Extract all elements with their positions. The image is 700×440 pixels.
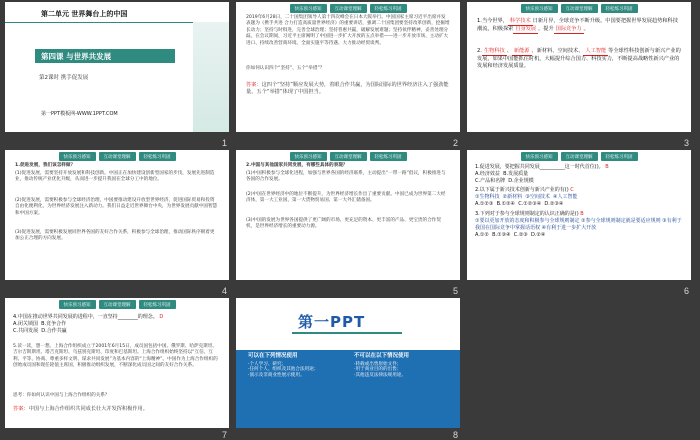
slide-number-6: 6	[684, 286, 690, 296]
slide-5-discussion[interactable]	[236, 150, 460, 280]
quiz-q1-answer: B	[605, 164, 609, 170]
tab-interact[interactable]: 互动课堂理解	[561, 152, 598, 161]
reading-question: 你如何认识四个“坚持”、五个“举措”？	[246, 66, 325, 71]
slide-1-title[interactable]	[5, 2, 229, 132]
quiz-q2: 2.以下属于新兴技术创新与新兴产业的有() C ①生物科技 ②新材料 ③空间技术 ④人工智能 A.①②③ B.①②④ C.①②③④ D.②③④	[475, 187, 578, 207]
decorative-stripe	[193, 22, 229, 132]
lesson-subtitle: 第2课时 携手促发展	[39, 75, 89, 81]
fill-question-1: 1.当今世界， 科学技术 日新月异，全球竞争不断升级。中国要把握世界发展趋势和科技潮流，积极探索 自身发展 ，提升 国际竞争力 。	[477, 18, 683, 34]
nav-tabs	[236, 152, 460, 161]
quiz-q5-answer: 答案：中国与上海合作组织共同成长壮大并发挥积极作用。	[13, 406, 148, 412]
discussion-point-3: (3)促进发展，需要积极发展同世界各国的友好合作关系，积极参与全球治理，推动国际秩序朝着更加公正合理的方向发展。	[15, 230, 215, 242]
brand-logo: 第一PPT	[298, 313, 366, 331]
tab-preview[interactable]: 快乐预习感知	[290, 152, 327, 161]
discussion-point-2: (2)促进发展，需要积极参与全球经济治理，中国要推动建设开放型世界经济，促进国际贸易和投资自由化便利化，为世界经济发展注入新动力。我们日益走近世界舞台中央，为世界发展贡献中国智慧和中国方案。	[15, 198, 218, 216]
nav-tabs	[467, 4, 691, 13]
tab-practice[interactable]: 轻松练习巩固	[601, 152, 638, 161]
slide-8-license[interactable]	[236, 298, 460, 428]
quiz-q3: 3.下列对于参与全球规则制定的认识正确的是() B ①要以更加开放的态度和积极参与全球规则制定 ②参与全球规则制定就是要适应规则 ③有利于我国在国际竞争中掌握话语权 ④有利于进一步扩大开放 A.①② B.①③④ C.②③ D.②④	[475, 211, 682, 238]
tab-practice[interactable]: 轻松练习巩固	[601, 4, 638, 13]
slide-2-reading[interactable]	[236, 2, 460, 132]
unit-title: 第二单元 世界舞台上的中国	[41, 10, 128, 18]
footer-credit: 第一PPT模板网-WWW.1PPT.COM	[41, 111, 118, 117]
tab-preview[interactable]: 快乐预习感知	[59, 300, 96, 309]
allowed-uses: 可以在下列情况使用 ·个人学习、研究； ·任何个人、组织及其他合法用途； ·演示及非商业性展示使用。	[248, 353, 319, 378]
quiz-q1: 1.促进发展，要把握共同发展__________这一时代首位()。 B A.经济效益 B.发展质量 C.产品和名牌 D.企业规模	[475, 164, 609, 184]
tab-interact[interactable]: 互动课堂理解	[99, 152, 136, 161]
lesson-title: 第四课 与世界共发展	[41, 52, 112, 61]
tab-preview[interactable]: 快乐预习感知	[521, 152, 558, 161]
discussion-point-1: (1)中国积极参与全球化进程，加强与世界各国的经济联系，主动提出“一带一路”倡议，积极推进与各国的合作发展。	[246, 171, 446, 183]
reading-passage: 2019年6月28日，二十国集团领导人第十四次峰会在日本大阪举行。中国国家主席习近平出席并发表题为《携手共进 合力打造高质量世界经济》的重要讲话，强调二十国集团要坚持改革创新，挖掘增长动力；坚持与时俱进，完善全球治理；坚持普惠共赢，破解发展难题；坚持伙伴精神，妥善处理分歧。在会议期间，习近平主席阐明了中国进一步扩大开放的五点举措——进一步开放市场、主动扩大进口、持续改善营商环境、全面实施平等待遇、大力推动经贸谈判。	[246, 15, 450, 46]
slide-number-5: 5	[453, 286, 459, 296]
quiz-q5-prompt: 思考：你如何认识中国与上海合作组织的关系？	[13, 393, 110, 398]
nav-tabs	[467, 152, 691, 161]
nav-tabs	[5, 152, 229, 161]
tab-preview[interactable]: 快乐预习感知	[521, 4, 558, 13]
discussion-point-3: (3)中国的发展为世界各国提供了更广阔的市场、更充足的资本、更丰富的产品、更宝贵的合作契机，是世界经济增长的重要动力源。	[246, 218, 441, 230]
slide-number-4: 4	[222, 286, 228, 296]
quiz-q3-answer: B	[580, 211, 584, 217]
fill-question-2: 2. 生物科技 、 新能源 、新材料、空间技术、 人工智能 等全球性科技创新与新兴产业的发展，如果中国能抓住时机，大幅提升综合国力、科技实力，不断提高战略性新兴产业的发展和经济发展质量。	[477, 48, 681, 70]
tab-practice[interactable]: 轻松练习巩固	[370, 4, 407, 13]
slide-number-8: 8	[453, 430, 459, 440]
logo-underline	[292, 332, 402, 334]
answer-text: 这四个“坚持”顺应发展大势，着眼合作共赢，为国际国际的世界经济注入了强劲能量。五个“举措”体现了中国担当。	[246, 82, 449, 95]
tab-preview[interactable]: 快乐预习感知	[59, 152, 96, 161]
nav-tabs	[5, 300, 229, 309]
slide-number-7: 7	[222, 430, 228, 440]
answer-label: 答案：	[246, 82, 262, 88]
tab-interact[interactable]: 互动课堂理解	[99, 300, 136, 309]
reading-answer	[246, 82, 450, 96]
tab-practice[interactable]: 轻松练习巩固	[139, 152, 176, 161]
discussion-point-1: (1)促进发展，需要坚持开放发展和科技创新。中国正在加快建设创新型国家的步伐，发展先进制造业，推动传统产业优化升级，从而进一步提升我国在全球分工中的地位。	[15, 171, 215, 183]
nav-tabs	[236, 4, 460, 13]
discussion-question: 2.中国与其他国家共同发展，有哪些具体的表现？	[246, 163, 348, 168]
slide-number-2: 2	[453, 138, 459, 148]
forbidden-uses: 不可以在以下情况使用 ·转载或出售原始文件； ·用于商业目的的出售； ·其他违反法律法规用途。	[354, 353, 410, 378]
discussion-point-2: (2)中国在世界经济中的地位不断提升，为世界经济增长作出了重要贡献。中国已成为世界第二大经济体，第一大工业国、第一大货物贸易国、第一大外汇储备国。	[246, 192, 446, 204]
slide-number-3: 3	[684, 138, 690, 148]
tab-interact[interactable]: 互动课堂理解	[330, 4, 367, 13]
slide-6-quiz[interactable]	[467, 150, 691, 280]
slide-7-quiz[interactable]	[5, 298, 229, 428]
tab-practice[interactable]: 轻松练习巩固	[139, 300, 176, 309]
slide-4-discussion[interactable]	[5, 150, 229, 280]
slide-number-1: 1	[222, 138, 228, 148]
tab-interact[interactable]: 互动课堂理解	[330, 152, 367, 161]
quiz-q4-answer: D	[159, 314, 164, 320]
discussion-question: 1.促进发展，我们该怎样做？	[15, 163, 76, 168]
quiz-q4: 4.中国在推动世界共同发展的进程中，一直坚持________的理念。 D A.闭关锁国 B.竞争合作 C.共同发展 D.合作共赢	[13, 314, 164, 334]
quiz-q5-passage: 5.读一读，想一想。上海合作组织成立于2001年6月15日，成员国包括中国、俄罗斯、哈萨克斯坦、吉尔吉斯斯坦、塔吉克斯坦、乌兹别克斯坦、印度和巴基斯坦。上海合作组织始终坚持以“互信、互利、平等、协商、尊重多样文明、谋求共同发展”为基本内容的“上海精神”。中国作为上海合作组织的创始成员国和现任轮值主席国，积极推动组织发展，不断深化成员国之间的友好合作关系。	[13, 344, 218, 369]
tab-practice[interactable]: 轻松练习巩固	[370, 152, 407, 161]
slide-3-fill[interactable]	[467, 2, 691, 132]
tab-preview[interactable]: 快乐预习感知	[290, 4, 327, 13]
tab-interact[interactable]: 互动课堂理解	[561, 4, 598, 13]
quiz-q2-answer: C	[570, 187, 574, 193]
